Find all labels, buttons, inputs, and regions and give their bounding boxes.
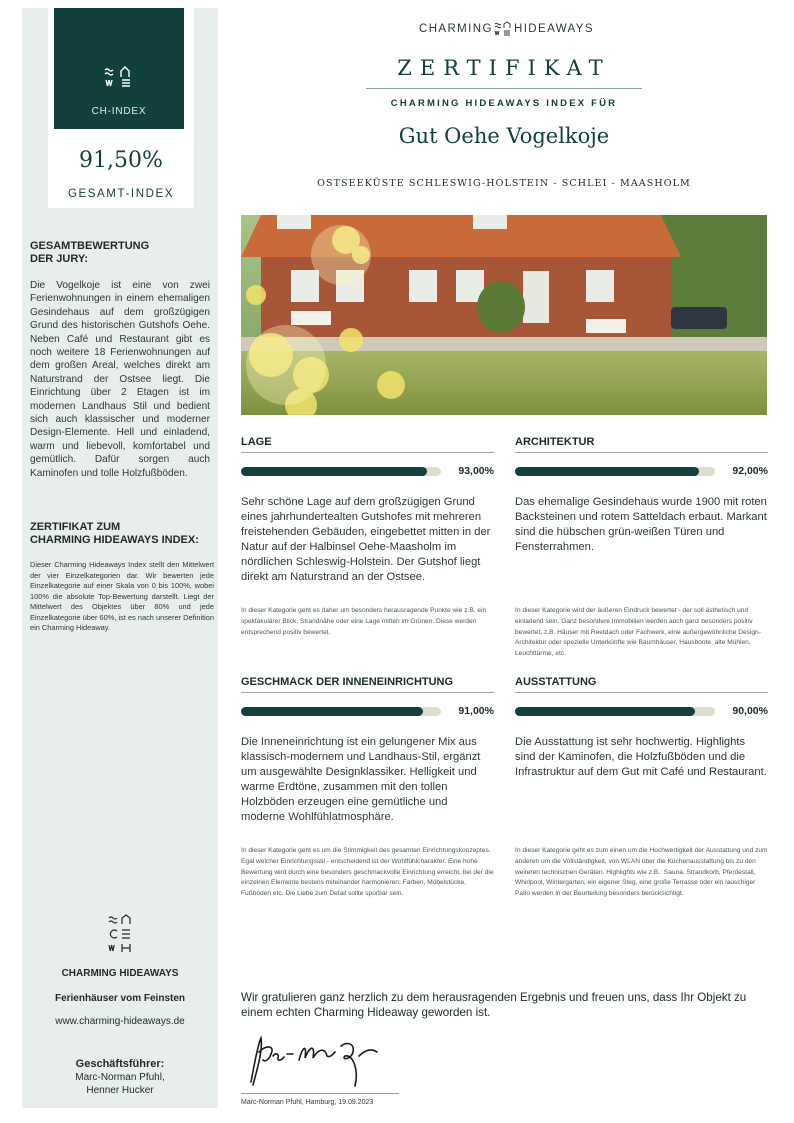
total-index-caption: GESAMT-INDEX [67,188,175,200]
category-text: Die Inneneinrichtung ist ein gelungener Mix aus klassisch-modernem und Landhaus-Stil, ergänzt um ausgewählte Designklassiker. Helligkeit und warme Erdtöne, zusammen mit den tollen Holzböden erzeugen eine gemütliche und moderne Wohlfühlatmosphäre. [241,736,481,823]
charming-hideaways-logo-icon [103,64,135,92]
category-text: Das ehemalige Gesindehaus wurde 1900 mit roten Backsteinen und rotem Satteldach erbaut. Markant sind die hübschen grün-weißen Türen und Fensterrahmen. [515,496,767,553]
total-index-score: 91,50% [79,148,163,173]
category-score: 92,00% [732,465,768,477]
certificate-title: ZERTIFIKAT [397,56,611,80]
category-architecture [515,436,768,656]
score-bar-track [515,707,715,716]
website-link[interactable]: www.charming-hideaways.de [55,1016,185,1027]
score-bar-track [515,467,715,476]
sidebar [22,8,218,1108]
index-badge [54,8,184,129]
congratulations-text: Wir gratulieren ganz herzlich zu dem herausragenden Ergebnis und freuen uns, dass Ihr Objekt zu einem echten Charming Hideaway geworden ist. [241,991,747,1019]
certificate-heading [30,521,214,547]
score-bar-track [241,707,441,716]
category-score: 91,00% [458,705,494,717]
category-divider [515,452,768,453]
category-amenities [515,676,768,916]
score-bar-fill [241,707,423,716]
signature-line [241,1093,399,1094]
title-divider [366,88,642,89]
managers-label: Geschäftsführer: [75,1058,165,1070]
index-card [48,8,194,208]
score-bar-fill [515,467,699,476]
score-bar-fill [515,707,695,716]
brand-mark-icon [494,21,512,37]
jury-heading-line1: GESAMTBEWERTUNG [30,240,150,252]
category-divider [241,452,494,453]
category-divider [241,692,494,693]
category-text: Sehr schöne Lage auf dem großzügigen Grund eines jahrhundertealten Gutshofes mit mehreren freistehenden Gebäuden, eingebettet mitten in der Natur auf der Halbinsel Oehe-Maasholm im nördlichen Schleswig-Holstein. Der Gutshof liegt direkt am Naturstrand an der Ostsee. [241,496,491,583]
category-title: ARCHITEKTUR [515,436,595,448]
header-brand-right: HIDEAWAYS [514,23,594,35]
score-bar-track [241,467,441,476]
category-note: In dieser Kategorie geht es daher um besonders herausragende Punkte wie z.B. ein spektakulärer Blick, Strandnähe oder eine Lage mitten im Grünen. Diese werden entsprechend positiv bewertet. [241,607,487,636]
category-title: AUSSTATTUNG [515,676,597,688]
property-name: Gut Oehe Vogelkoje [398,124,610,148]
jury-heading-line2: DER JURY: [30,253,89,265]
category-note: In dieser Kategorie geht es zum einen um die Hochwertigkeit der Ausstattung und zum anderen um die Vollständigkeit, von WLAN über die Küchenausstattung bis zu den weiteren technischen Geräten. Highlights wie z.B.: Sauna, Strandkorb, Pferdestall, Whirlpool, Wintergarten, ein eigener Steg, eine große Terrasse oder ein lauschiger Patio werden in der Beurteilung besonders berücksichtigt. [515,847,768,898]
brand-tagline: Ferienhäuser vom Feinsten [54,993,186,1004]
category-note: In dieser Kategorie geht es um die Stimmigkeit des gesamten Einrichtungskonzeptes. Egal welcher Einrichtungsstil - entscheidend ist der Wohlfühlcharakter. Eine hohe Bewertung wird durch eine besonders geschmackvolle Einrichtung erreicht, bei der die einzelnen Elemente bestens miteinander harmonieren: Farben, Möbelstücke, Fußböden etc. Die Liebe zum Detail sollte spürbar sein. [241,847,494,898]
jury-text: Die Vogelkoje ist eine von zwei Ferienwohnungen in einem ehemaligen Gesindehaus auf dem großzügigen Grund des historischen Gutshofs Oehe. Neben Café und Restaurant gibt es noch weitere 18 Ferienwohnungen auf dem großen Areal, welches direkt am Naturstrand der Ostsee liegt. Die Einrichtung über 2 Etagen ist im modernen Landhaus Stil und bedient sich auch klassischer und moderner Design-Elemente. Hell und einladend, warm und liebevoll, komfortabel und gemütlich. Dafür sorgen auch Kaminofen und tolle Holzfußböden. [30,280,210,479]
category-score: 90,00% [732,705,768,717]
property-location: OSTSEEKÜSTE SCHLESWIG-HOLSTEIN - SCHLEI - MAASHOLM [317,178,691,189]
manager-name-1: Marc-Norman Pfuhl, [75,1072,165,1083]
certificate-text: Dieser Charming Hideaways Index stellt den Mittelwert der vier Einzelkategorien dar. Wir bewerten jede Einzelkategorie auf einer Skala von 0 bis 100%, wobei 100% die absolute Top-Bewertung darstellt. Liegt der Mittelwert des Objektes über 80% und jede Einzelkategorie über 60%, ist es nach unserer Definition ein Charming Hideaway. [30,560,214,632]
jury-heading [30,240,214,266]
category-note: In dieser Kategorie wird der äußeren Eindruck bewertet - der soll ästhetisch und einladend sein. Ganz besondere Immobilien werden auch ganz besonders positiv bewertet, z.B. Häuser mit Reetdach oder Fachwerk, eine außergewöhnliche Design-Architektur oder spezielle Unterkünfte wie Baumhäuser, Hausboote, alte Mühlen, Leuchttürme, etc. [515,607,761,658]
certificate-heading-line1: ZERTIFIKAT ZUM [30,521,121,533]
brand-name: CHARMING HIDEAWAYS [61,968,179,979]
category-location [241,436,494,646]
category-text: Die Ausstattung ist sehr hochwertig. Highlights sind der Kaminofen, die Holzfußböden und die Infrastruktur auf dem Gut mit Café und Restaurant. [515,736,767,778]
category-title: GESCHMACK DER INNENEINRICHTUNG [241,676,454,688]
certificate-subtitle: CHARMING HIDEAWAYS INDEX FÜR [390,98,618,109]
category-interior-taste [241,676,494,916]
badge-label: CH-INDEX [91,106,147,117]
category-divider [515,692,768,693]
header-brand [378,20,630,38]
certificate-heading-line2: CHARMING HIDEAWAYS INDEX: [30,534,199,546]
signature-caption: Marc-Norman Pfuhl, Hamburg, 19.09.2023 [241,1099,374,1106]
category-title: LAGE [241,436,272,448]
manager-name-2: Henner Hucker [86,1085,154,1096]
score-bar-fill [241,467,427,476]
header-brand-left: CHARMING [419,23,493,35]
charming-hideaways-stacked-logo-icon [107,914,133,956]
property-photo [241,215,767,415]
category-score: 93,00% [458,465,494,477]
signature-image [241,1030,401,1090]
